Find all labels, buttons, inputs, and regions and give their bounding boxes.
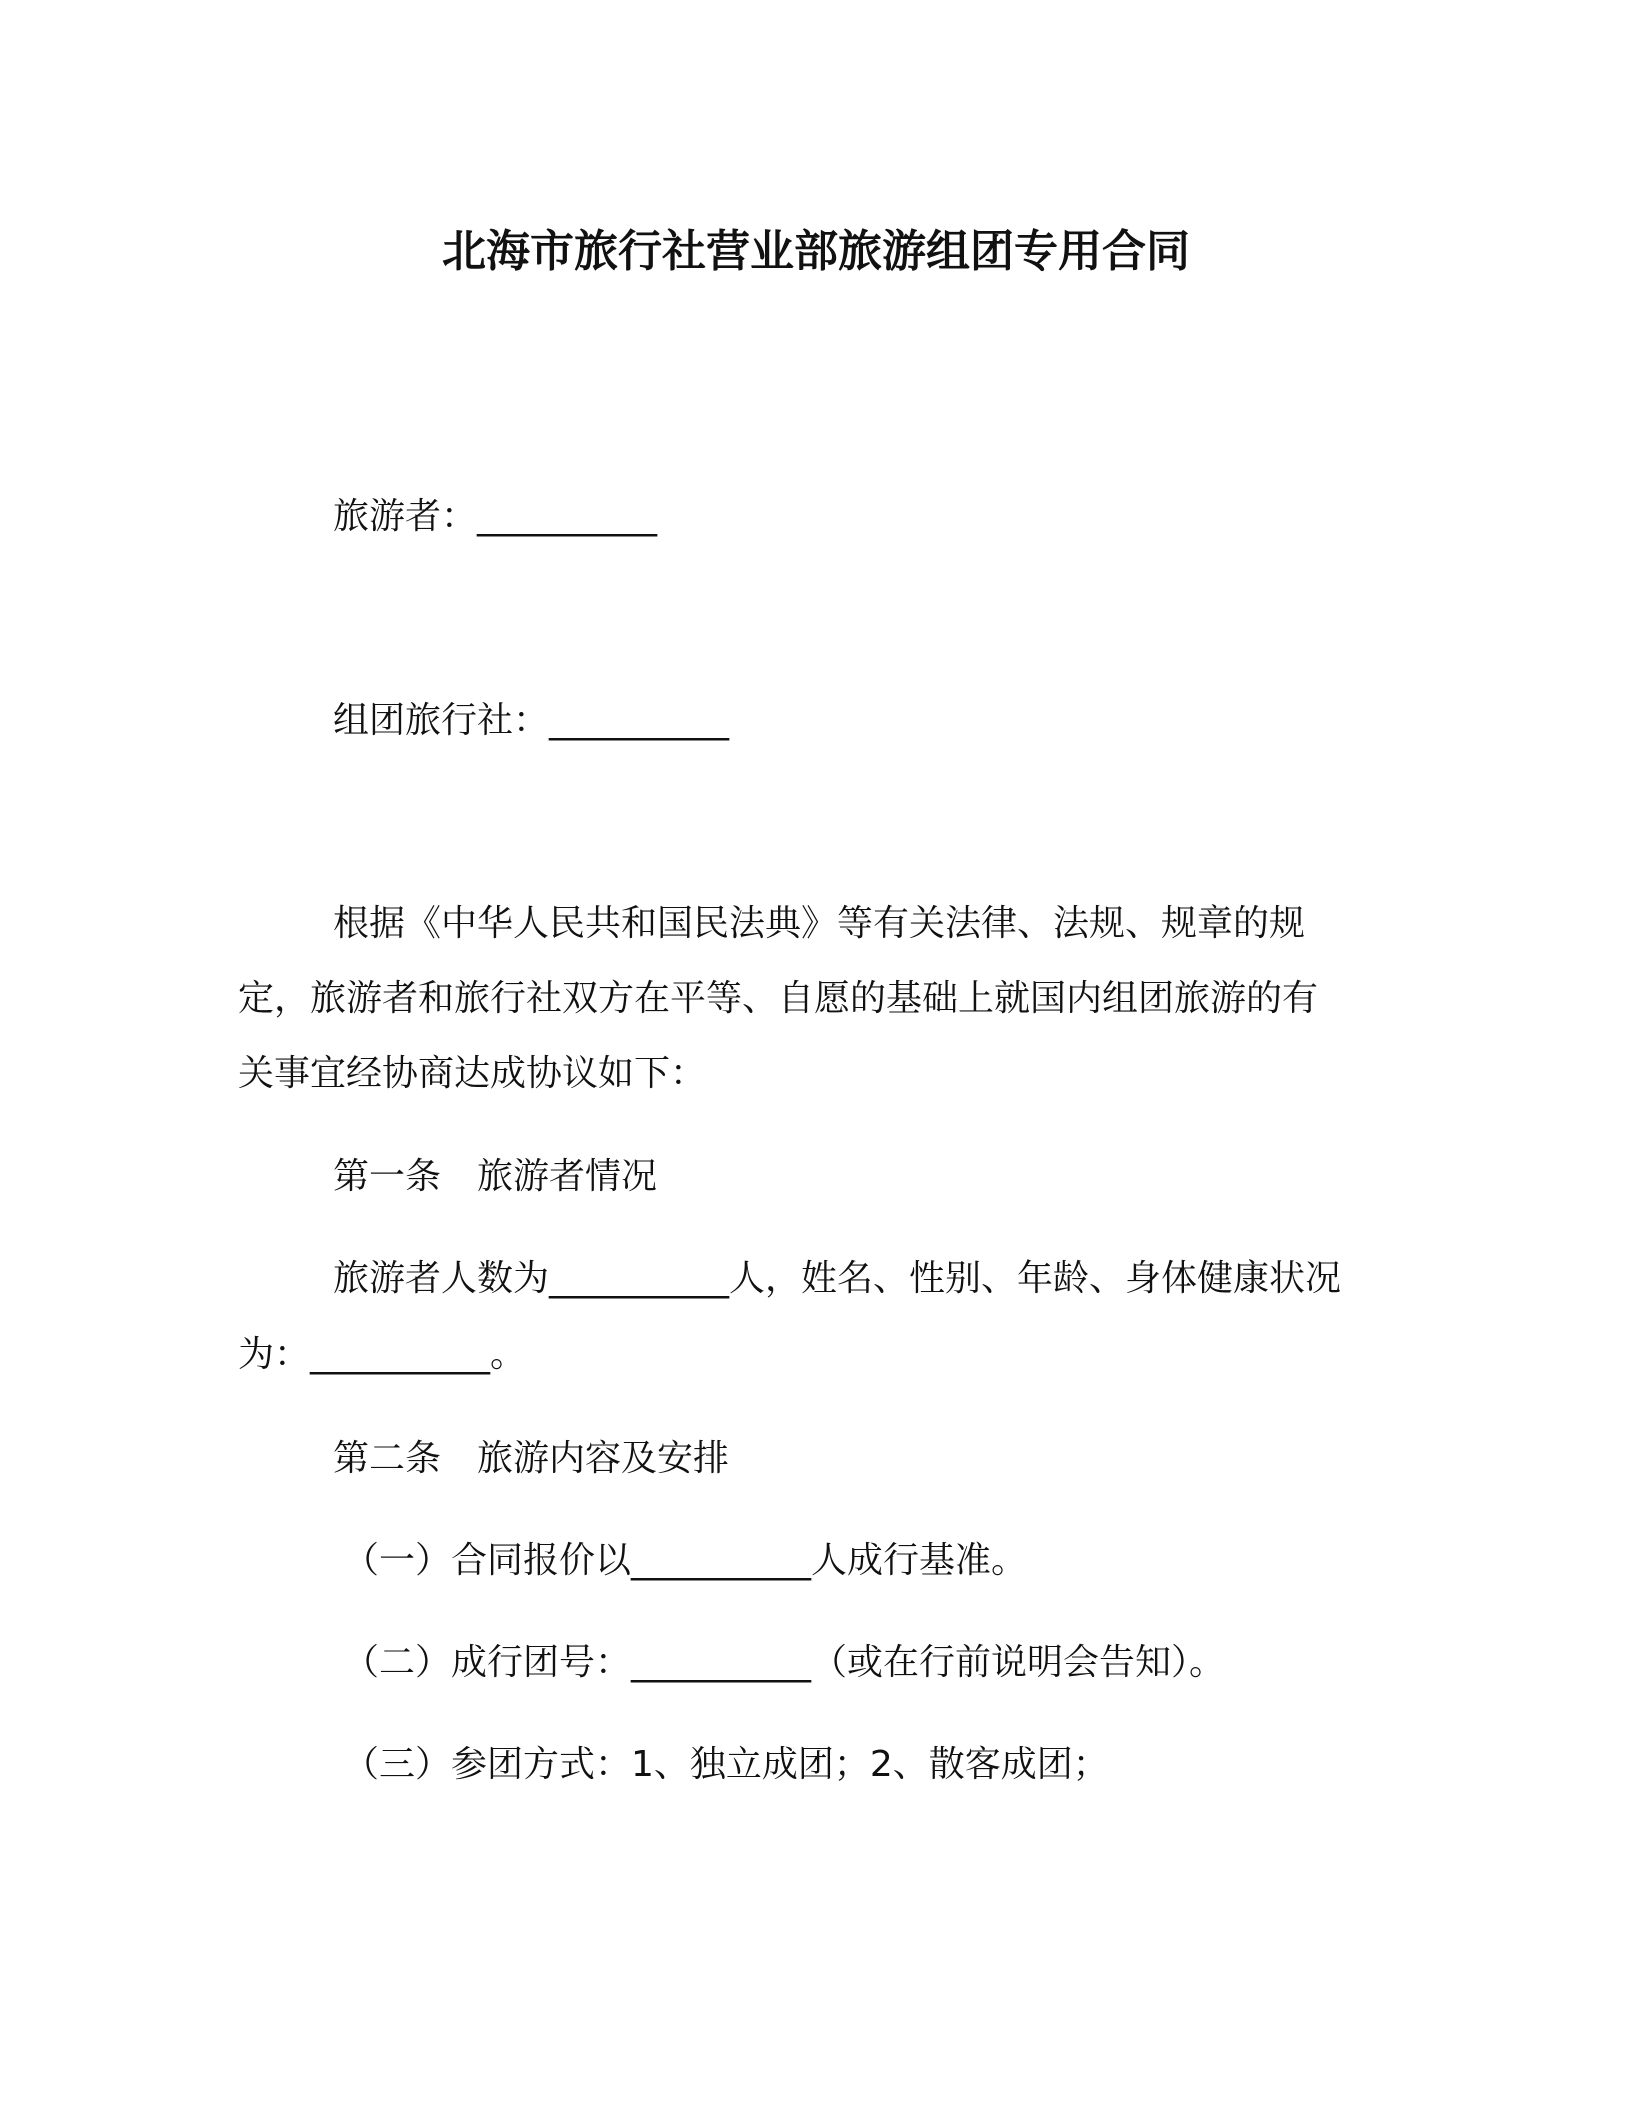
preamble-line-2: 定，旅游者和旅行社双方在平等、自愿的基础上就国内组团旅游的有 xyxy=(238,978,1319,1019)
preamble-line-1: 根据《中华人民共和国民法典》等有关法律、法规、规章的规 xyxy=(333,903,1306,944)
article1-body-line-1: 旅游者人数为__________人，姓名、性别、年龄、身体健康状况 xyxy=(333,1258,1342,1299)
preamble-line-3: 关事宜经协商达成协议如下： xyxy=(238,1053,707,1094)
tourist-field: 旅游者：__________ xyxy=(333,496,658,537)
article2-item-1: （一）合同报价以__________人成行基准。 xyxy=(343,1540,1028,1581)
article2-item-2: （二）成行团号：__________（或在行前说明会告知）。 xyxy=(343,1642,1226,1683)
agency-field: 组团旅行社：__________ xyxy=(333,700,730,741)
article1-body-line-2: 为：__________。 xyxy=(238,1334,527,1375)
article2-item-3: （三）参团方式：1、独立成团；2、散客成团； xyxy=(343,1744,1109,1785)
document-title: 北海市旅行社营业部旅游组团专用合同 xyxy=(442,226,1190,277)
article1-heading: 第一条 旅游者情况 xyxy=(333,1156,658,1197)
article2-heading: 第二条 旅游内容及安排 xyxy=(333,1438,730,1479)
